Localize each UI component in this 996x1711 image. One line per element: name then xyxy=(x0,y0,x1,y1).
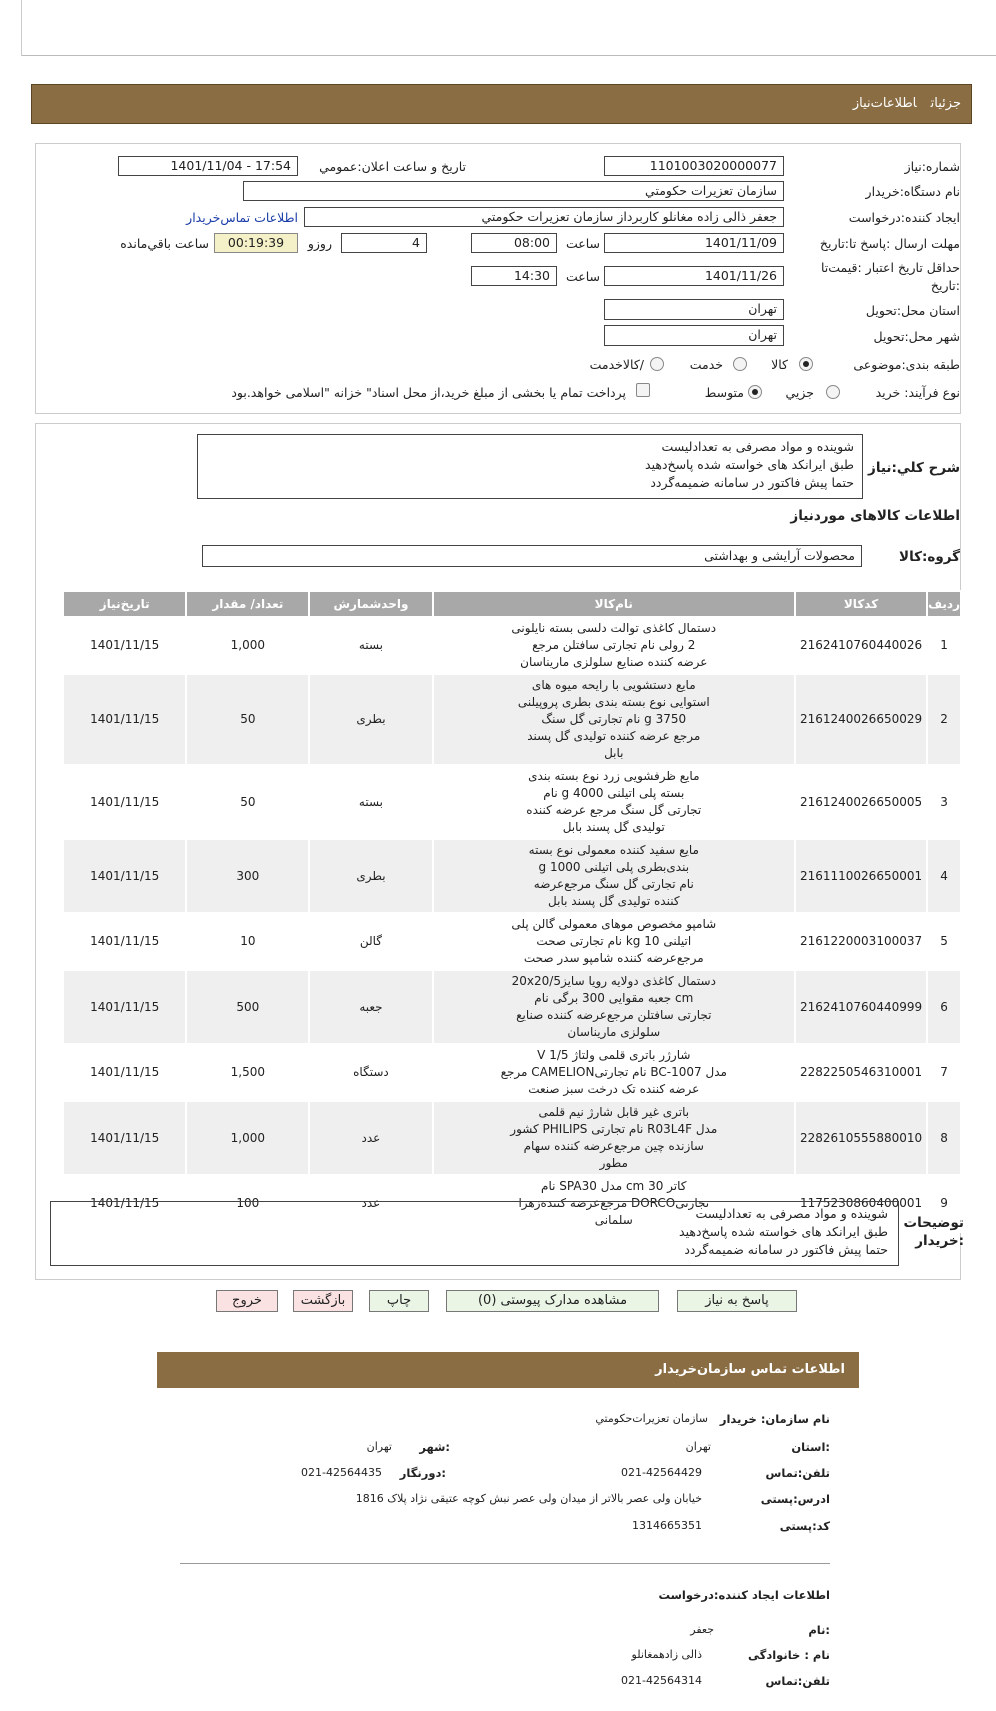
item-name-line: تجارتی گل سنگ مرجع عرضه کننده xyxy=(526,803,702,817)
item-name-line: مدل R03L4F نام تجارتی PHILIPS کشور xyxy=(510,1122,718,1136)
contact-fax-label: :دورنگار xyxy=(399,1466,446,1480)
item-name-line: 3750 g نام تجارتی گل سنگ xyxy=(541,712,687,726)
need-no-field: 1101003020000077 xyxy=(604,156,784,176)
contact-postal: 1314665351 xyxy=(632,1519,702,1532)
cell-unit: بسته xyxy=(309,617,432,674)
cell-unit: دستگاه xyxy=(309,1044,432,1101)
contact-province: تهران xyxy=(685,1440,711,1453)
item-name-line: مایع دستشویی با رایحه میوه های xyxy=(531,678,696,692)
category-both-label: /کالاخدمت xyxy=(589,357,644,372)
cell-item-code: 2162410760440026 xyxy=(795,617,927,674)
day-label: روزو xyxy=(307,236,332,251)
table-row xyxy=(63,839,961,913)
cell-item-name xyxy=(433,765,795,839)
summary-box xyxy=(197,434,863,499)
province-label: استان محل:تحویل xyxy=(865,303,960,318)
buyer-org-field: سازمان تعزیرات حکومتي xyxy=(243,181,784,201)
cell-item-name xyxy=(433,913,795,970)
col-code-header: کدکالا xyxy=(795,591,927,617)
category-service-radio[interactable] xyxy=(733,357,747,371)
top-divider xyxy=(22,55,996,56)
group-field: محصولات آرایشی و بهداشتی xyxy=(202,545,862,567)
item-name-line: cm جعبه مقوایی 300 برگی نام xyxy=(534,991,694,1005)
exit-button[interactable]: خروج xyxy=(216,1290,278,1312)
creator-family-label: نام : خانوادگی xyxy=(748,1648,830,1662)
creator-name-label: :نام xyxy=(808,1623,830,1637)
attachments-button[interactable]: مشاهده مدارک پیوستی (0) xyxy=(446,1290,659,1312)
remaining-label: ساعت باقي‌مانده xyxy=(120,236,209,251)
col-row-header: ردیف xyxy=(927,591,961,617)
col-date-header: تاریخ‌نیاز xyxy=(63,591,186,617)
creator-info-title: اطلاعات ایجاد کننده:درخواست xyxy=(658,1588,830,1602)
process-medium-label: متوسط xyxy=(704,385,744,400)
validity-date-field: 1401/11/26 xyxy=(604,266,784,286)
cell-item-code: 2161240026650005 xyxy=(795,765,927,839)
announce-label: تاریخ و ساعت اعلان:عمومي xyxy=(319,159,466,174)
item-name-line: شارژر باتری قلمی ولتاژ 1/5 V xyxy=(537,1048,691,1062)
category-service-label: خدمت xyxy=(689,357,723,372)
cell-quantity: 100 xyxy=(186,1175,309,1232)
buyer-notes-label-1: توضیحات xyxy=(903,1215,964,1231)
tab-details[interactable]: جزئیات xyxy=(930,96,961,111)
contact-divider xyxy=(180,1563,830,1564)
cell-item-code: 2161110026650001 xyxy=(795,839,927,913)
cell-row-no: 3 xyxy=(927,765,961,839)
cell-quantity: 1,500 xyxy=(186,1044,309,1101)
treasury-payment-checkbox[interactable] xyxy=(636,383,650,397)
deadline-label: مهلت ارسال :پاسخ تا:تاریخ xyxy=(819,236,960,251)
cell-row-no: 1 xyxy=(927,617,961,674)
city-field: تهران xyxy=(604,325,784,346)
print-button[interactable]: چاپ xyxy=(369,1290,429,1312)
cell-row-no: 6 xyxy=(927,970,961,1044)
cell-need-date: 1401/11/15 xyxy=(63,1101,186,1175)
item-name-line: مطور xyxy=(599,1156,628,1170)
buyer-notes-label-2: :خریدار xyxy=(915,1233,964,1249)
cell-unit: بسته xyxy=(309,765,432,839)
cell-item-code: 1175230860400001 xyxy=(795,1175,927,1232)
cell-unit: عدد xyxy=(309,1175,432,1232)
cell-row-no: 4 xyxy=(927,839,961,913)
contact-address-label: ادرس:پستی xyxy=(760,1492,830,1506)
item-name-line: مرجع عرضه کننده تولیدی گل پسند xyxy=(527,729,701,743)
contact-fax: 021-42564435 xyxy=(301,1466,382,1479)
cell-need-date: 1401/11/15 xyxy=(63,970,186,1044)
cell-need-date: 1401/11/15 xyxy=(63,1175,186,1232)
announce-field: 1401/11/04 - 17:54 xyxy=(118,156,298,176)
cell-unit: عدد xyxy=(309,1101,432,1175)
cell-need-date: 1401/11/15 xyxy=(63,1044,186,1101)
cell-quantity: 50 xyxy=(186,674,309,765)
creator-phone: 021-42564314 xyxy=(621,1674,702,1687)
cell-item-code: 2282250546310001 xyxy=(795,1044,927,1101)
item-name-line: 2 رولی نام تجارتی سافتلن مرجع xyxy=(532,638,696,652)
buyer-contact-link[interactable]: اطلاعات تماس‌خریدار xyxy=(186,210,298,225)
summary-line: شوینده و مواد مصرفی به تعدادلیست xyxy=(661,439,854,454)
item-name-line: باتری غیر قابل شارژ نیم قلمی xyxy=(538,1105,690,1119)
deadline-time-label: ساعت xyxy=(565,236,600,251)
contact-city-label: :شهر xyxy=(419,1440,450,1454)
cell-quantity: 500 xyxy=(186,970,309,1044)
need-no-label: شماره:نیاز xyxy=(904,159,960,174)
items-table xyxy=(62,590,962,1233)
creator-family: ذالی زادهمغانلو xyxy=(631,1648,702,1661)
item-name-line: عرضه کننده تک درخت سبز صنعت xyxy=(528,1082,700,1096)
contact-address: خیابان ولی عصر بالاتر از میدان ولی عصر نبش کوچه عتیقی نژاد پلاک 1816 xyxy=(355,1492,702,1505)
left-border xyxy=(21,0,22,56)
item-name-line: تجارتیDORCO مرجع‌عرضه کننده‌زهرا xyxy=(518,1196,710,1210)
cell-quantity: 10 xyxy=(186,913,309,970)
table-header-row xyxy=(63,591,961,617)
table-row xyxy=(63,617,961,674)
contact-org: سازمان تعزیرات‌حکومتي xyxy=(595,1412,708,1425)
province-field: تهران xyxy=(604,299,784,320)
item-name-line: مایع ظرفشویی زرد نوع بسته بندی xyxy=(528,769,700,783)
cell-unit: گالن xyxy=(309,913,432,970)
cell-item-name xyxy=(433,1044,795,1101)
item-name-line: سازنده چین مرجع‌عرضه کننده سهام xyxy=(523,1139,704,1153)
validity-label-2: :تاریخ xyxy=(930,278,960,293)
cell-row-no: 7 xyxy=(927,1044,961,1101)
item-name-line: سلمانی xyxy=(594,1213,633,1227)
table-row xyxy=(63,1101,961,1175)
cell-quantity: 1,000 xyxy=(186,1101,309,1175)
category-goods-radio[interactable] xyxy=(799,357,813,371)
header-banner xyxy=(31,84,972,124)
cell-need-date: 1401/11/15 xyxy=(63,913,186,970)
deadline-time-field: 08:00 xyxy=(471,233,557,253)
cell-quantity: 300 xyxy=(186,839,309,913)
item-name-line: عرضه کننده صنایع سلولزی ماریناسان xyxy=(520,655,708,669)
cell-item-name xyxy=(433,674,795,765)
contact-postal-label: کد:پستی xyxy=(779,1519,830,1533)
cell-need-date: 1401/11/15 xyxy=(63,617,186,674)
buyer-notes-line: حتما پیش فاکتور در سامانه ضمیمه‌گردد xyxy=(684,1242,888,1257)
item-name-line: مایع سفید کننده معمولی نوع بسته xyxy=(528,843,699,857)
creator-label: ایجاد کننده:درخواست xyxy=(848,210,960,225)
cell-row-no: 2 xyxy=(927,674,961,765)
cell-row-no: 5 xyxy=(927,913,961,970)
col-unit-header: واحدشمارش xyxy=(309,591,432,617)
cell-item-code: 2162410760440999 xyxy=(795,970,927,1044)
summary-line: طبق ایرانکد های خواسته شده پاسخ‌دهید xyxy=(645,457,854,472)
process-medium-radio[interactable] xyxy=(748,385,762,399)
cell-need-date: 1401/11/15 xyxy=(63,765,186,839)
cell-item-name xyxy=(433,970,795,1044)
table-row xyxy=(63,1044,961,1101)
cell-quantity: 1,000 xyxy=(186,617,309,674)
contact-org-label: نام سازمان: خریدار xyxy=(719,1412,830,1426)
table-row xyxy=(63,765,961,839)
buyer-notes-line: شوینده و مواد مصرفی به تعدادلیست xyxy=(695,1206,888,1221)
item-name-line: کننده تولیدی گل پسند بابل xyxy=(548,894,680,908)
buyer-notes-box xyxy=(50,1201,899,1266)
table-row xyxy=(63,970,961,1044)
process-small-label: جزیي xyxy=(785,385,814,400)
cell-quantity: 50 xyxy=(186,765,309,839)
cell-item-name xyxy=(433,1101,795,1175)
item-name-line: استوایی نوع بسته بندی بطری پروپیلنی xyxy=(517,695,710,709)
col-qty-header: تعداد/ مقدار xyxy=(186,591,309,617)
validity-time-label: ساعت xyxy=(565,269,600,284)
table-row xyxy=(63,674,961,765)
contact-title: اطلاعات تماس سازمان‌خریدار xyxy=(157,1352,859,1388)
buyer-notes-line: طبق ایرانکد های خواسته شده پاسخ‌دهید xyxy=(679,1224,888,1239)
item-name-line: دستمال کاغذی دولایه رویا سایز20x20/5 xyxy=(511,974,716,988)
cell-item-code: 2282610555880010 xyxy=(795,1101,927,1175)
item-name-line: بندی‌بطری پلی اتیلنی 1000 g xyxy=(538,860,690,874)
back-button[interactable]: بازگشت xyxy=(293,1290,353,1312)
col-name-header: نام‌کالا xyxy=(433,591,795,617)
category-goods-label: کالا xyxy=(771,357,788,372)
item-name-line: بابل xyxy=(604,746,624,760)
contact-phone-label: تلفن:تماس xyxy=(765,1466,830,1480)
goods-info-title: اطلاعات کالاهای موردنیاز xyxy=(790,508,960,524)
cell-unit: بطری xyxy=(309,839,432,913)
cell-unit: جعبه xyxy=(309,970,432,1044)
item-name-line: مرجع‌عرضه کننده شامپو سدر صحت xyxy=(523,951,704,965)
validity-time-field: 14:30 xyxy=(471,266,557,286)
cell-item-code: 2161220003100037 xyxy=(795,913,927,970)
item-name-line: دستمال کاغذی توالت دلسی بسته نایلونی xyxy=(511,621,717,635)
cell-item-name xyxy=(433,617,795,674)
item-name-line: تجارتی سافتلن مرجع‌عرضه کننده صنایع xyxy=(516,1008,712,1022)
group-label: گروه:کالا xyxy=(899,549,960,565)
days-field: 4 xyxy=(341,233,427,253)
summary-line: حتما پیش فاکتور در سامانه ضمیمه‌گردد xyxy=(650,475,854,490)
table-row xyxy=(63,913,961,970)
process-label: نوع فرآیند: خرید xyxy=(875,385,960,400)
cell-unit: بطری xyxy=(309,674,432,765)
tab-need-info[interactable]: اطلاعات‌نیاز xyxy=(852,96,917,111)
remaining-time-field: 00:19:39 xyxy=(214,233,298,253)
item-name-line: نام تجارتی گل سنگ مرجع‌عرضه xyxy=(533,877,694,891)
contact-city: تهران xyxy=(366,1440,392,1453)
summary-label: شرح کلي:نیاز xyxy=(868,460,960,476)
item-name-line: بسته پلی اتیلنی 4000 g نام xyxy=(543,786,685,800)
category-both-radio[interactable] xyxy=(650,357,664,371)
item-name-line: کاتر 30 cm مدل SPA30 نام xyxy=(541,1179,687,1193)
cell-row-no: 8 xyxy=(927,1101,961,1175)
item-name-line: سلولزی ماریناسان xyxy=(567,1025,661,1039)
item-name-line: شامپو مخصوص موهای معمولی گالن پلی xyxy=(511,917,717,931)
payment-note: پرداخت تمام یا بخشی از مبلغ خرید،از محل اسناد" خزانه "اسلامی خواهد.بود xyxy=(231,385,626,400)
creator-phone-label: تلفن:تماس xyxy=(765,1674,830,1688)
cell-row-no: 9 xyxy=(927,1175,961,1232)
cell-need-date: 1401/11/15 xyxy=(63,839,186,913)
creator-field: جعفر ذالی زاده مغانلو کاربرداز سازمان تعزیرات حکومتي xyxy=(304,207,784,227)
city-label: شهر محل:تحویل xyxy=(873,329,960,344)
contact-province-label: :استان xyxy=(791,1440,830,1454)
validity-label-1: حداقل تاریخ اعتبار :قیمت‌تا xyxy=(820,260,960,275)
deadline-date-field: 1401/11/09 xyxy=(604,233,784,253)
buyer-org-label: نام دستگاه:خریدار xyxy=(865,184,960,199)
cell-item-name xyxy=(433,839,795,913)
contact-phone: 021-42564429 xyxy=(621,1466,702,1479)
category-label: طبقه بندی:موضوعی xyxy=(853,357,960,372)
cell-item-code: 2161240026650029 xyxy=(795,674,927,765)
reply-button[interactable]: پاسخ به نیاز xyxy=(677,1290,797,1312)
item-name-line: مدل BC-1007 نام تجارتیCAMELION مرجع xyxy=(500,1065,727,1079)
creator-name: جعفر xyxy=(690,1623,714,1636)
item-name-line: تولیدی گل پسند بابل xyxy=(562,820,665,834)
cell-need-date: 1401/11/15 xyxy=(63,674,186,765)
item-name-line: اتیلنی 10 kg نام تجارتی صحت xyxy=(536,934,692,948)
process-small-radio[interactable] xyxy=(826,385,840,399)
